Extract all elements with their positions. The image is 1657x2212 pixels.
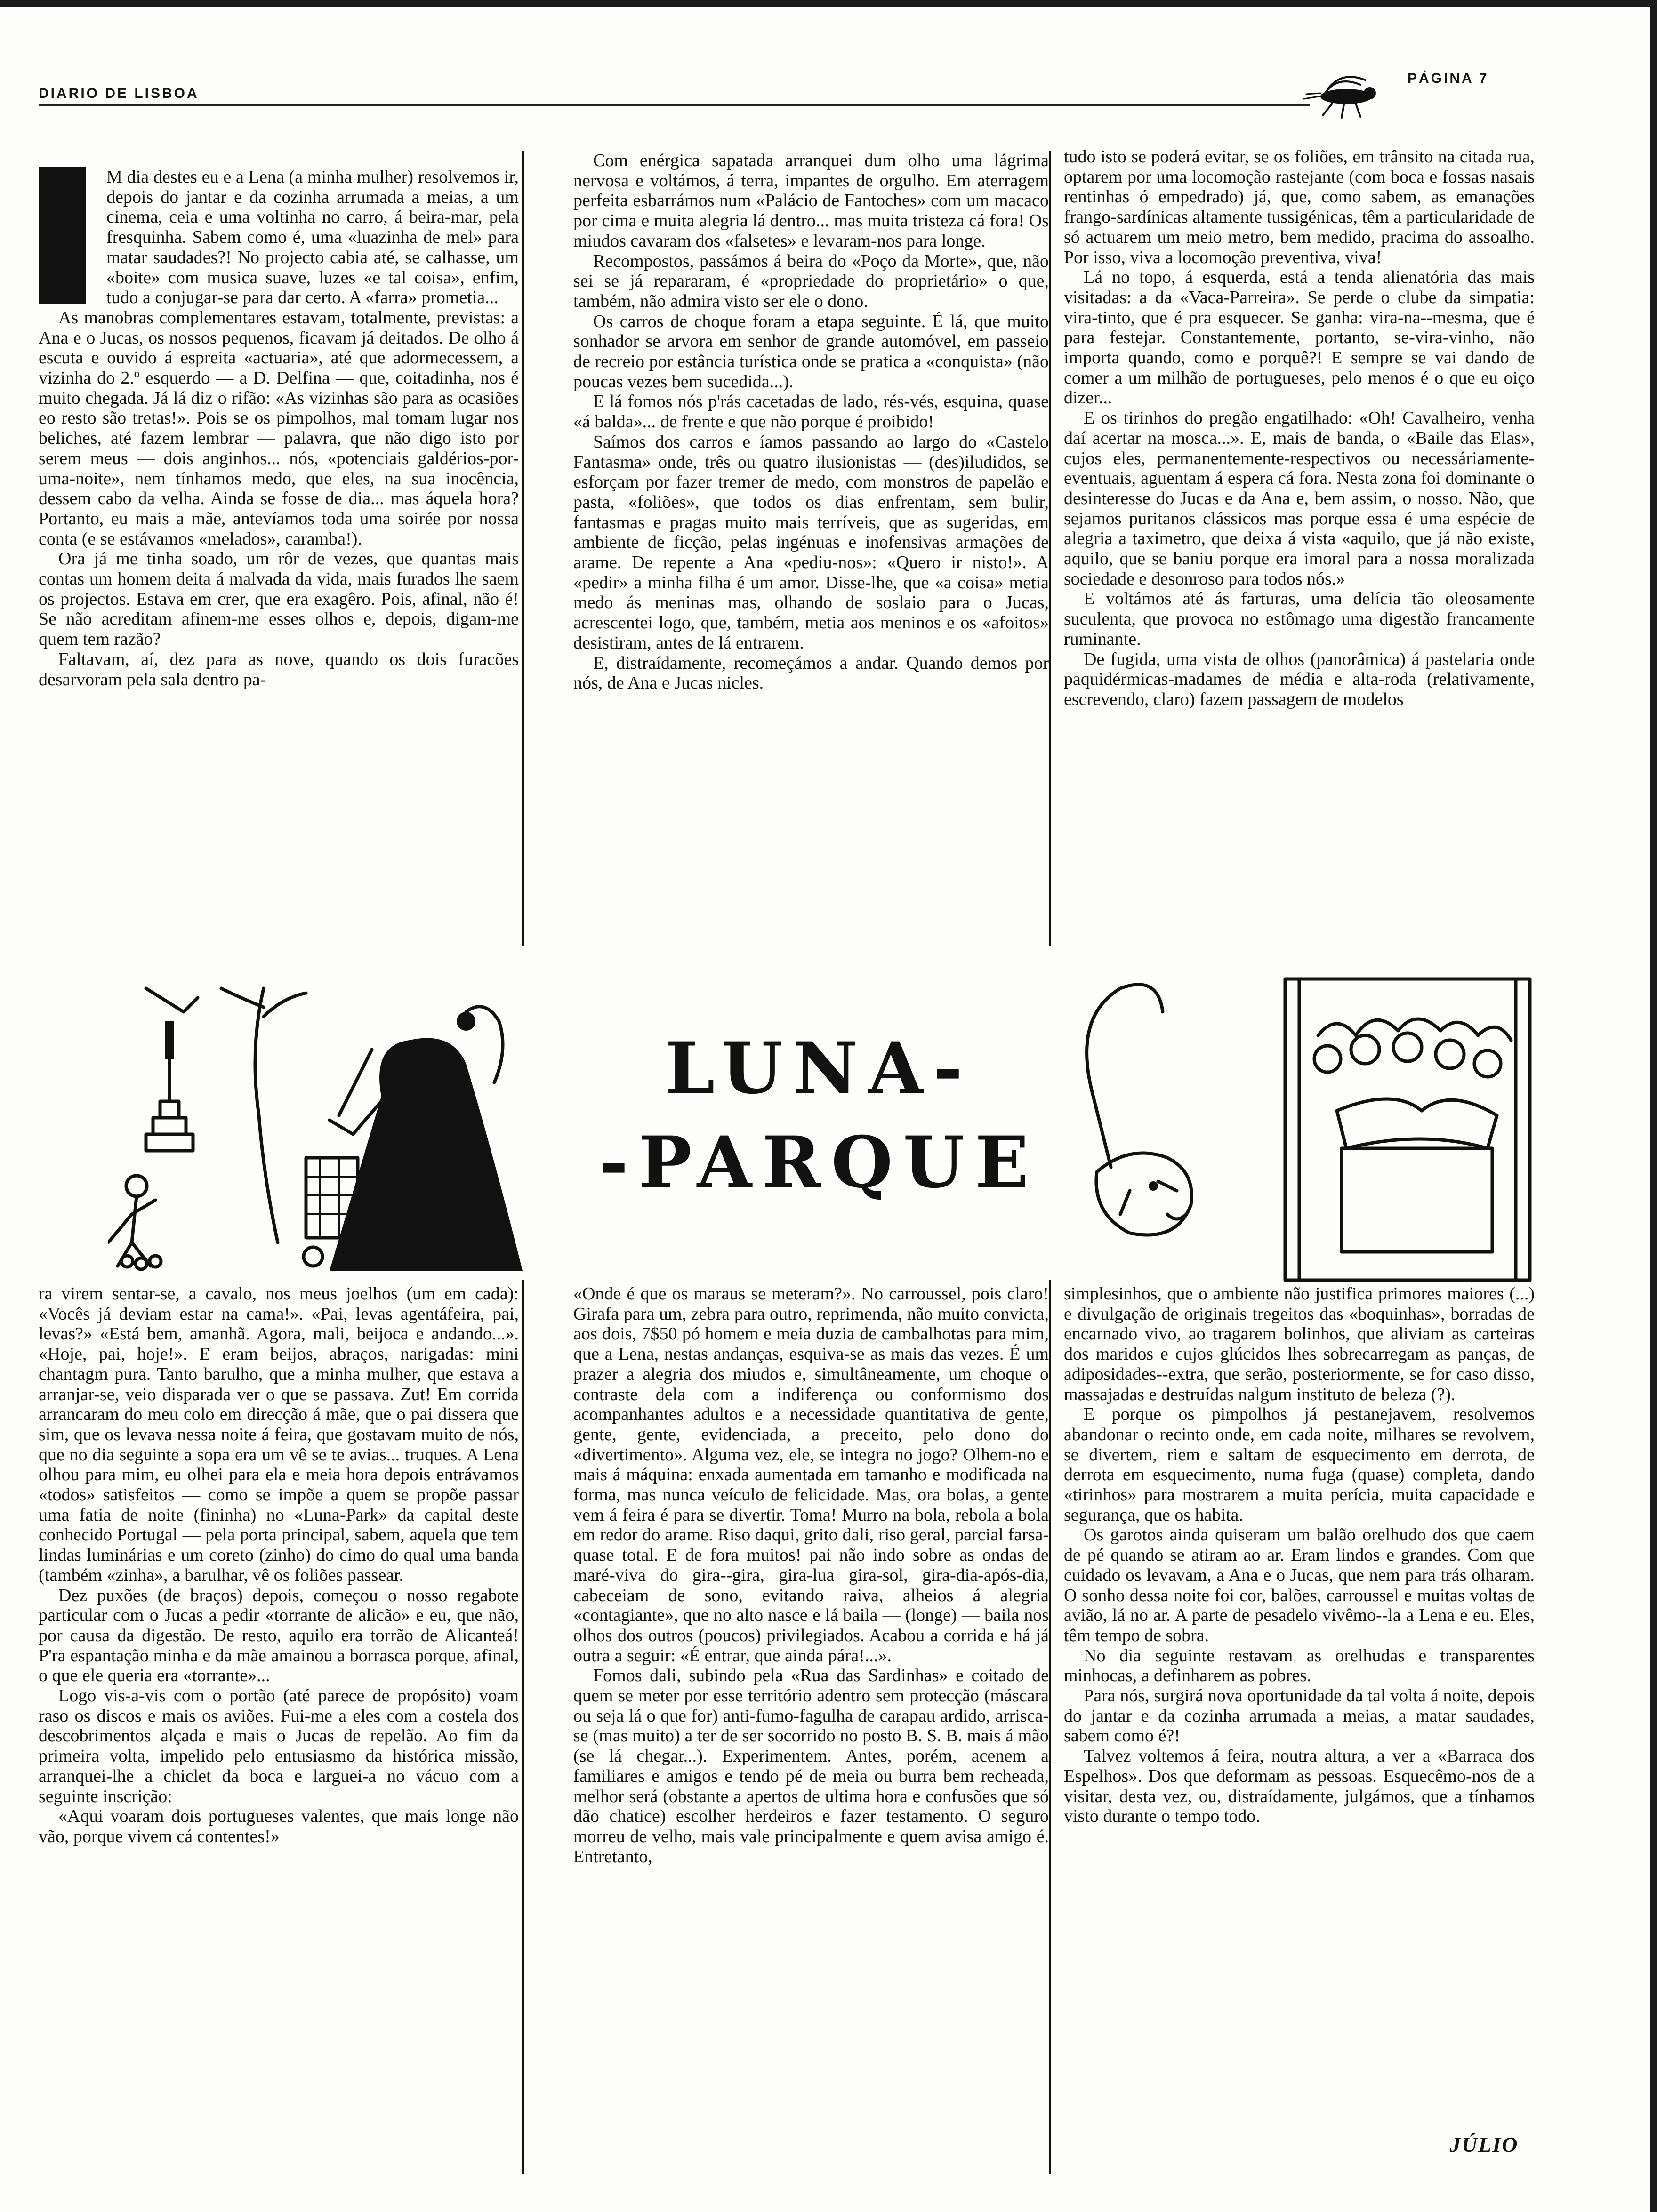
paragraph: Recompostos, passámos á beira do «Poço da Morte», que, não sei se já repararam, é «propriedade do proprietário» o que, também, não admira visto ser ele o dono. <box>573 251 1049 311</box>
column-rule-2 <box>1049 151 1051 946</box>
column-rule-3 <box>522 1280 524 2174</box>
paragraph: Fomos dali, subindo pela «Rua das Sardinhas» e coitado de quem se meter por esse território adentro sem protecção (máscara ou seja lá o que for) anti-fumo-fagulha de carapau ardido, arrisca-se (mas muito) a ter de ser socorrido no posto B. S. B. mais á mão (se lá chegar...). Experimentem. Antes, porém, acenem a familiares e amigos e tendo pé de meia ou burra bem recheada, melhor será (obstante a apertos de ultima hora e confusões que só dão chatice) escolher herdeiros e fazer testamento. O seguro morreu de velho, mais vale principalmente e quem avisa amigo é. Entretanto, <box>573 1666 1049 1867</box>
col2-top-text: Com enérgica sapatada arranquei dum olho uma lágrima nervosa e voltámos, á terra, impantes de orgulho. Em aterragem perfeita esbarrámos num «Palácio de Fantoches» com um macaco por cima e muita alegria lá dentro... mas muita tristeza cá fora! Os miudos cavaram dos «falsetes» e levaram-nos para longe. <box>573 151 1049 251</box>
paragraph: Talvez voltemos á feira, noutra altura, a ver a «Barraca dos Espelhos». Dos que deformam as pessoas. Esquecêmo-nos de a visitar, desta vez, ou, distraídamente, julgámos, que a tínhamos visto durante o tempo todo. <box>1064 1746 1535 1827</box>
top-border <box>0 0 1657 7</box>
paragraph: Logo vis-a-vis com o portão (até parece de propósito) voam raso os discos e mais os aviões. Fui-me a eles com a costela dos descobrimentos alçada e mais o Jucas de repelão. Ao fim da primeira volta, impelido pelo entusiasmo da histórica missão, arranquei-lhe a chiclet da boca e larguei-a no vácuo com a seguinte inscrição: <box>39 1686 519 1806</box>
column-1-top <box>39 167 519 689</box>
paragraph: No dia seguinte restavam as orelhudas e transparentes minhocas, a definharem as pobres. <box>1064 1645 1535 1686</box>
author-signature: JÚLIO <box>1450 2132 1519 2156</box>
paragraph: Saímos dos carros e íamos passando ao largo do «Castelo Fantasma» onde, três ou quatro ilusionistas — (des)iludidos, se esforçam por fazer tremer de medo, com monstros de papelão e pasta, «foliões», que todos os dias enfrentam, sem bulir, fantasmas e pragas muito mais terríveis, que as sugeridas, em ambiente de ficção, pelas ingénuas e inofensivas armações de arame. De repente a Ana «pediu-nos»: «Quero ir nisto!». A «pedir» a minha filha é um amor. Disse-lhe, que «a coisa» metia medo ás meninas mas, olhando de soslaio para o Jucas, acrescentei logo, que, também, metia aos meninos e os «afoitos» desistiram, antes de lá entrarem. <box>573 432 1049 653</box>
column-3-top <box>1064 147 1535 710</box>
paragraph: Faltavam, aí, dez para as nove, quando os dois furacões desarvoram pela sala dentro pa- <box>39 649 519 689</box>
header-rule <box>39 104 1310 106</box>
paragraph: E, distraídamente, recomeçámos a andar. Quando demos por nós, de Ana e Jucas nicles. <box>573 653 1049 693</box>
paragraph: Ora já me tinha soado, um rôr de vezes, que quantas mais contas um homem deita á malvada da vida, mais furados lhe saem os projectos. Estava em crer, que era exagêro. Pois, afinal, não é! Se não acreditam afinem-me esses olhos e, depois, digam-me quem tem razão? <box>39 549 519 649</box>
col1-top-text: M dia destes eu e a Lena (a minha mulher) resolvemos ir, depois do jantar e da cozinha arrumada a meias, a um cinema, ceia e uma voltinha no carro, á beira-mar, pela fresquinha. Sabem como é, uma «luazinha de mel» para matar saudades?! No projecto cabia até, se calhasse, um «boite» com musica suave, luzes «e tal coisa», enfim, tudo a conjugar-se para dar certo. A «farra» prometia... <box>106 167 519 308</box>
col2-bottom-text: «Onde é que os maraus se meteram?». No carroussel, pois claro! Girafa para um, zebra para outro, reprimenda, não muito convicta, aos dois, 7$50 pó homem e meia duzia de cambalhotas para mim, que a Lena, nestas andanças, esquiva-se as mais das vezes. É um prazer a alegria dos miudos e, simultâneamente, um choque o contraste dela com a indiferença ou conformismo dos acompanhantes adultos e a necessidade quantitativa de gente, gente, gente, evidenciada, a preceito, pelo dono do «divertimento». Alguma vez, ele, se integra no jogo? Olhem-no e mais á máquina: enxada aumentada em tamanho e modificada na forma, mas nunca veículo de felicidade. Mas, ora bolas, a gente vem á feira é para se divertir. Toma! Murro na bola, rebola a bola em redor do arame. Riso daqui, grito dali, riso geral, parcial farsa-quase total. E de fora muitos! pai não indo sobre as ondas de maré-viva do gira--gira, gira-lua gira-sol, gira-dia-após-dia, cabeceiam de sono, evitando raiva, alheios á alegria «contagiante», que no alto nasce e lá baila — (longe) — baila nos olhos dos outros (poucos) privilegiados. Acabou a corrida e há já outra a seguir: «É entrar, que ainda pára!...». <box>573 1284 1049 1666</box>
right-border <box>1650 0 1657 2212</box>
fly-icon <box>1299 66 1389 122</box>
column-2-bottom <box>573 1284 1049 1867</box>
article-title-line1: LUNA- <box>665 1027 973 1110</box>
paragraph: E porque os pimpolhos já pestanejavem, resolvemos abandonar o recinto onde, em cada noite, milhares se revolvem, se divertem, riem e saltam de esquecimento em derrota, de derrota em esquecimento, numa fuga (quase) completa, dando «tirinhos» para mostrarem a muita perícia, muita capacidade e segurança, que os habita. <box>1064 1404 1535 1525</box>
newspaper-name: DIARIO DE LISBOA <box>39 86 199 101</box>
col3-top-text: tudo isto se poderá evitar, se os foliões, em trânsito na citada rua, optarem por uma locomoção rastejante (com boca e fossas nasais rentinhas ó empedrado) já, que, como sabem, as emanações frango-sardínicas altamente tussigénicas, têm a particularidade de só actuarem um meio metro, bem medido, pracima do assoalho. Por isso, viva a locomoção preventiva, viva! <box>1064 147 1535 267</box>
drop-cap-u <box>39 167 86 304</box>
col1-bottom-text: ra virem sentar-se, a cavalo, nos meus joelhos (um em cada): «Vocês já deviam estar na cama!». «Pai, levas agentáfeira, pai, levas?» «Está bem, amanhã. Agora, mali, beijoca e andando...». «Hoje, pai, hoje!». E eram beijos, abraços, narigadas: mini chantagm pura. Tanto barulho, que a minha mulher, que estava a arranjar-se, veio disparada ver o que se passava. Zut! Em corrida arrancaram do meu colo em direcção á mãe, que o pai dissera que sim, que os levava nessa noite á feira, que gostavam muito de nós, que no dia seguinte a sopa era um vê se te avias... truques. A Lena olhou para mim, eu olhei para ela e meia hora depois entrávamos «todos» satisfeitos — como se impõe a quem se propõe passar uma fatia de noite (fininha) no «Luna-Park» da capital deste conhecido Portugal — pela porta principal, sabem, aquela que tem lindas luminárias e um coreto (zinho) do cimo do qual uma banda (também «zinha», a barulhar, vê os foliões passear. <box>39 1284 519 1585</box>
column-rule-4 <box>1049 1280 1051 2174</box>
paragraph: E os tirinhos do pregão engatilhado: «Oh! Cavalheiro, venha daí acertar na mosca...». E, mais de banda, o «Baile das Elas», cujos eles, permanentemente-respectivos ou necessáriamente-eventuais, aguentam á espera cá fora. Nesta zona foi dominante o desinteresse do Jucas e da Ana e, bem assim, o nosso. Não, que sejamos puritanos clássicos mas porque essa é uma espécie de alegria a taximetro, que deixa á vista «aquilo, que já não existe, aquilo, que se baniu porque era imoral para a nossa moralizada sociedade e desonroso para todos nós.» <box>1064 408 1535 589</box>
paragraph: Os garotos ainda quiseram um balão orelhudo dos que caem de pé quando se atiram ao ar. Eram lindos e grandes. Com que cuidado os levavam, a Ana e o Jucas, que nem para trás olharam. O sonho dessa noite foi cor, balões, carroussel e muitas voltas de avião, lá no ar. A parte de pesadelo vivêmo--la a Lena e eu. Eles, têm tempo de sobra. <box>1064 1525 1535 1645</box>
paragraph: E lá fomos nós p'rás cacetadas de lado, rés-vés, esquina, quase «á balda»... de frente e que não porque é proibido! <box>573 392 1049 432</box>
column-rule-1 <box>522 151 524 946</box>
paragraph: As manobras complementares estavam, totalmente, previstas: a Ana e o Jucas, os nossos pequenos, ficavam já deitados. De olho á escuta e ouvido á espreita «actuaria», até que adormecessem, a vizinha do 2.º esquerdo — a D. Delfina — que, coitadinha, nos é muito chegada. Já lá diz o rifão: «As vizinhas são para as ocasiões eo resto são tretas!». Pois se os pimpolhos, mal tomam lugar nos beliches, até fazem lembrar — palavra, que não digo isto por serem meus — dois anginhos... nós, «potenciais galdérios-por-uma-noite», nem tínhamos medo, que eles, na sua inocência, dessem cabo da velha. Ainda se fosse de dia... mas áquela hora? Portanto, eu mais a mãe, antevíamos toda uma soirée por nossa conta (e se estávamos «melados», caramba!). <box>39 307 519 549</box>
column-2-top <box>573 151 1049 693</box>
col3-bottom-text: simplesinhos, que o ambiente não justifica primores maiores (...) e divulgação de originais tregeitos das «boquinhas», borradas de encarnado vivo, ao tragarem bolinhos, que aliviam as carteiras dos maridos e cujos glúcidos lhes sobrecarregam as panças, de adiposidades--extra, que serão, posteriormente, se for caso disso, massajadas e destruídas nalgum instituto de beleza (?). <box>1064 1284 1535 1404</box>
paragraph: «Aqui voaram dois portugueses valentes, que mais longe não vão, porque vivem cá contentes!» <box>39 1806 519 1846</box>
paragraph: Dez puxões (de braços) depois, começou o nosso regabote particular com o Jucas a pedir «torrante de alicão» e eu, que não, por causa da digestão. De resto, aquilo era torrão de Alicanteá! P'ra espantação minha e da mãe amainou a borrasca porque, afinal, o que ele queria era «torrante»... <box>39 1585 519 1686</box>
column-1-bottom <box>39 1284 519 1847</box>
paragraph: Os carros de choque foram a etapa seguinte. É lá, que muito sonhador se arvora em senhor de grande automóvel, em passeio de recreio por estância turística onde se pratica a «conquista» (não poucas vezes bem sucedida...). <box>573 311 1049 392</box>
paragraph: E voltámos até ás farturas, uma delícia tão oleosamente suculenta, que provoca no estômago uma digestão francamente ruminante. <box>1064 589 1535 649</box>
paragraph: Para nós, surgirá nova oportunidade da tal volta á noite, depois do jantar e da cozinha arrumada a meias, a matar saudades, sabem como é?! <box>1064 1686 1535 1746</box>
illustration-mirror-booth <box>1036 970 1563 1290</box>
paragraph: De fugida, uma vista de olhos (panorâmica) á pastelaria onde paquidérmicas-madames de média e alta-roda (relativamente, escrevendo, claro) fazem passagem de modelos <box>1064 649 1535 709</box>
article-title-line2: -PARQUE <box>599 1121 1039 1204</box>
column-3-bottom <box>1064 1284 1535 1827</box>
paragraph: Lá no topo, á esquerda, está a tenda alienatória das mais visitadas: a da «Vaca-Parreira». Se perde o clube da simpatia: vira-tinto, que é pra esquecer. Se ganha: vira-na--mesma, que é para festejar. Constantemente, portanto, se-vira-vinho, não importa quando, como e porquê?! E sempre se vai dando de comer a um milhão de portugueses, pelo menos é o que eu oiço dizer... <box>1064 267 1535 408</box>
illustration-fair-family <box>108 979 532 1275</box>
page-label: PÁGINA 7 <box>1408 71 1489 86</box>
